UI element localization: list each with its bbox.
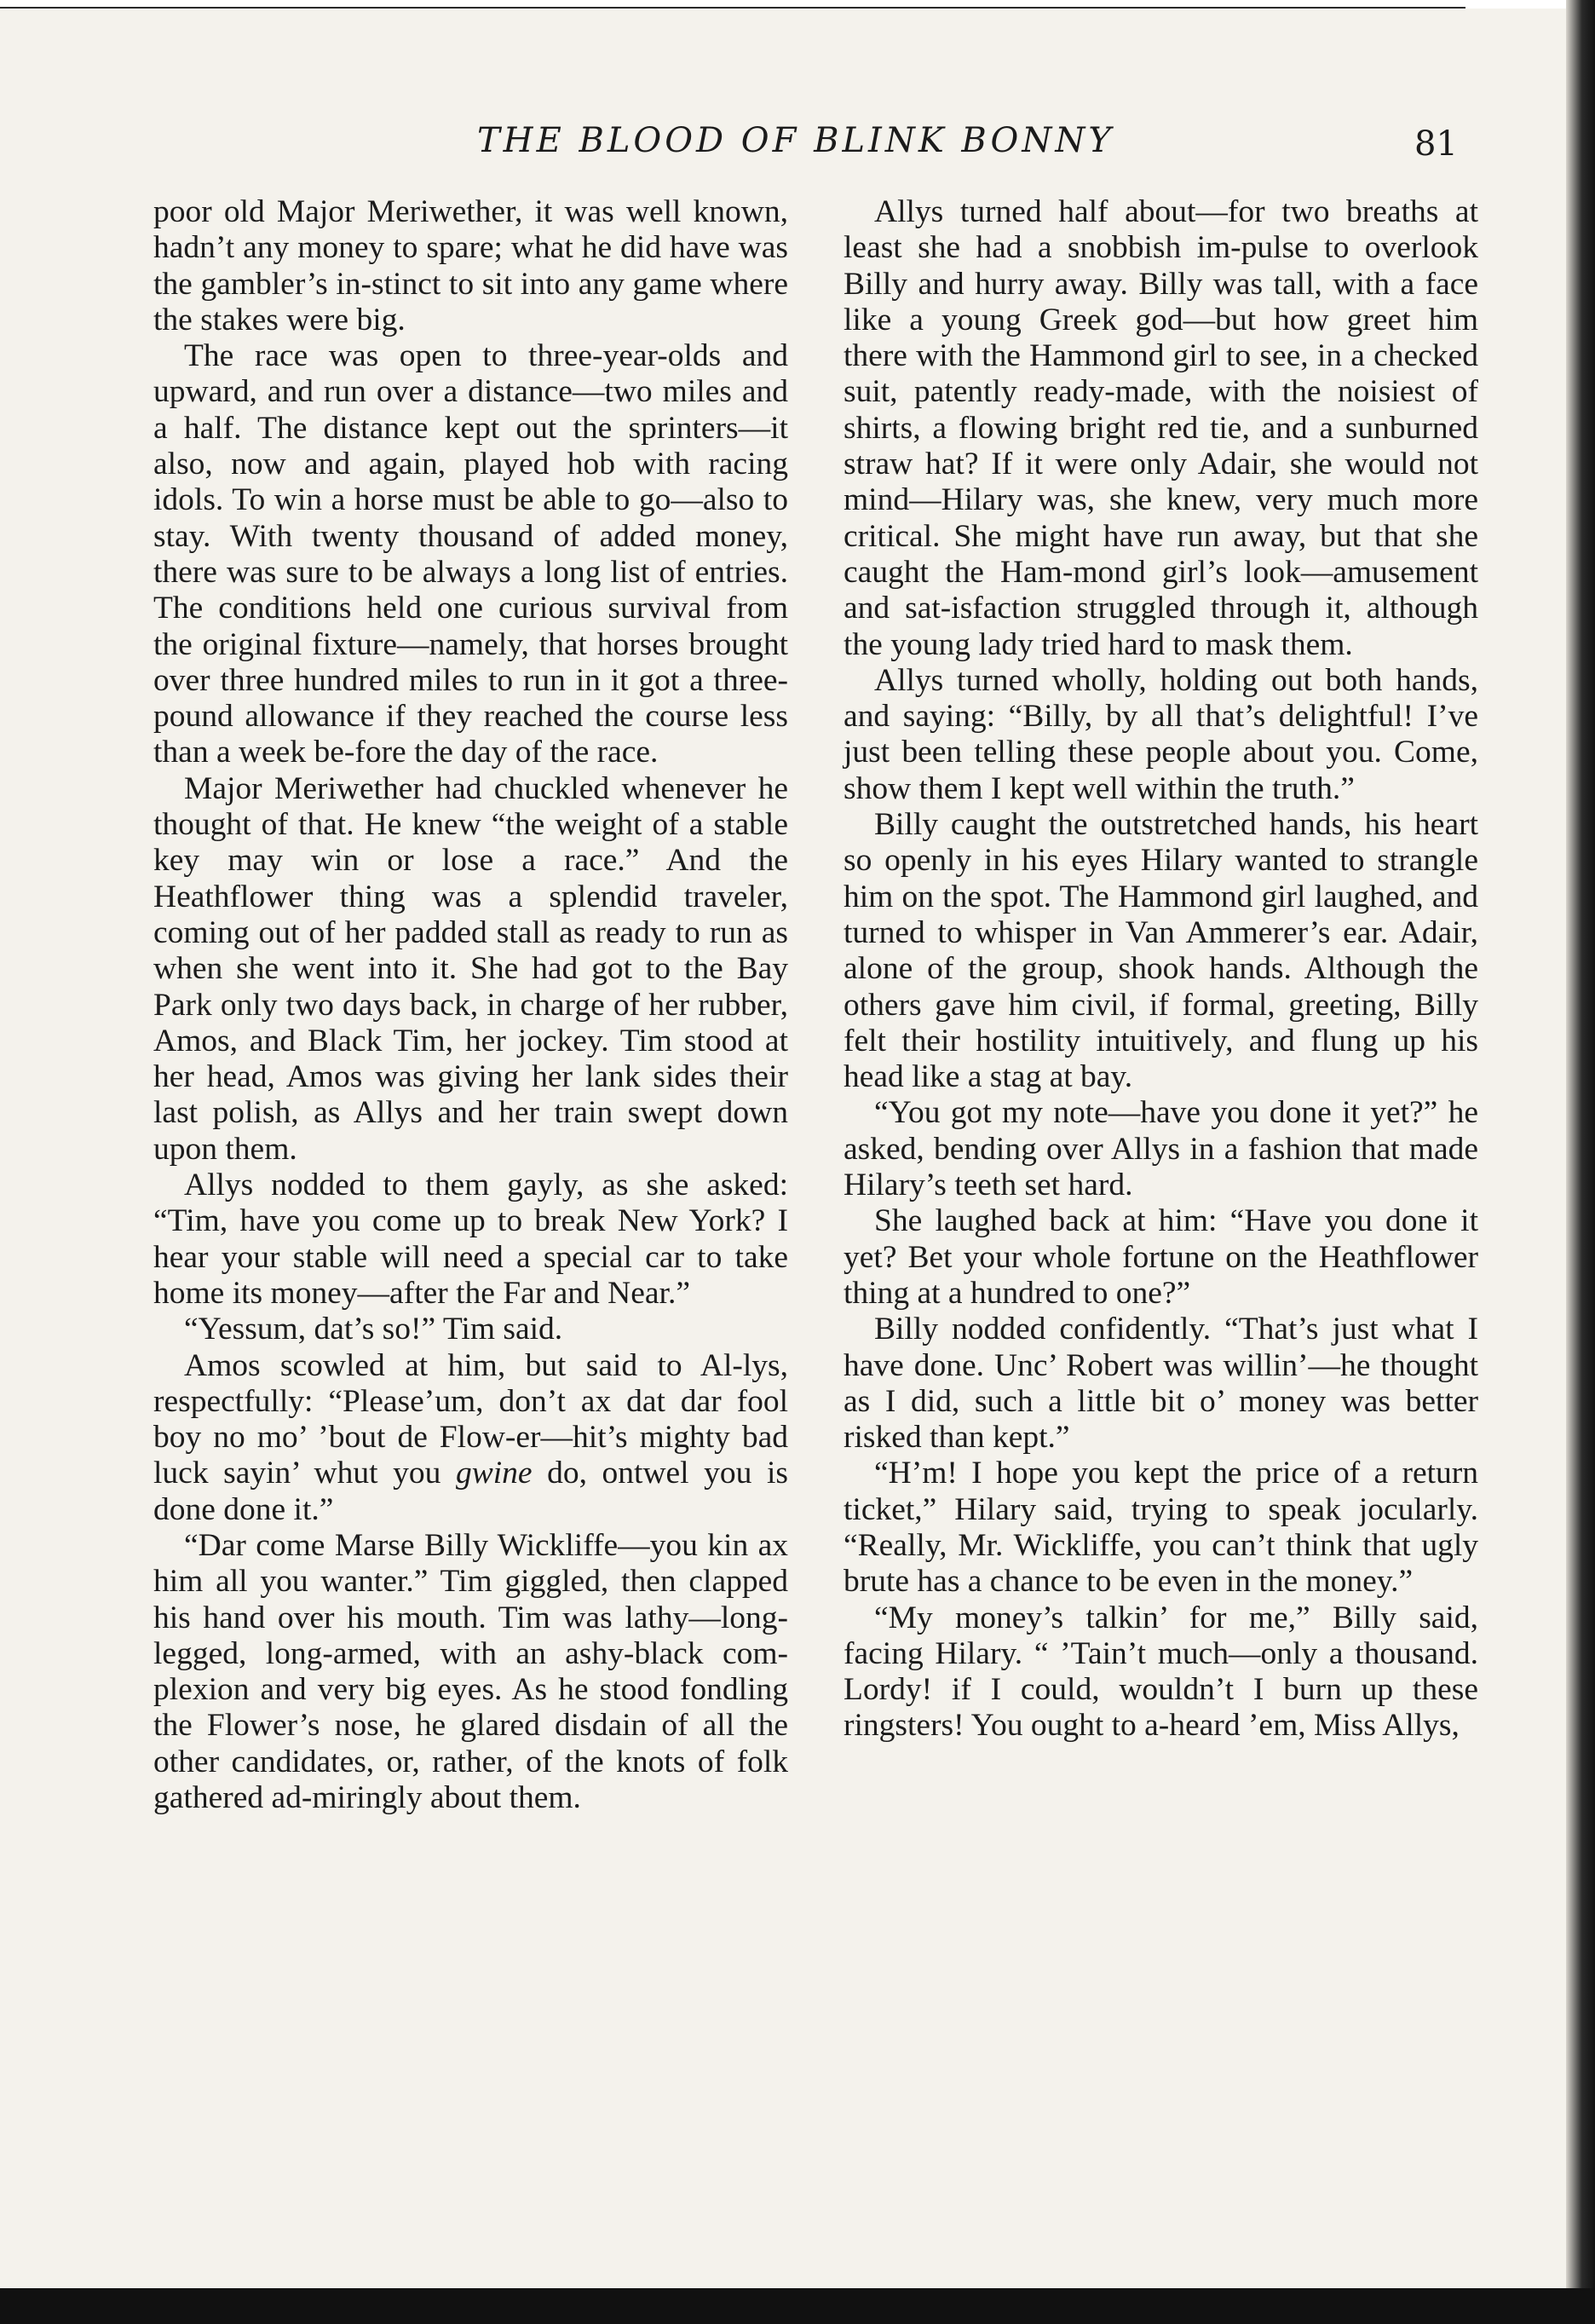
italic-word: gwine (455, 1456, 533, 1491)
paragraph: “Yessum, dat’s so!” Tim said. (184, 1312, 563, 1347)
paragraph: Major Meriwether had chuckled whenever he thought of that. He knew “the weight of a stable key may win or lose a race.” And the Heathflower thing was a splendid traveler, coming out of her padded stall as ready to run as when she went into it. She had got to the Bay Park only two days back, in charge of her rubber, Amos, and Black Tim, her jockey. Tim stood at her head, Amos was giving her lank sides their last polish, as Allys and her train swept down upon them. (153, 770, 788, 1167)
paragraph: Allys turned half about—for two breaths at least she had a snobbish im-pulse to overlook Billy and hurry away. Billy was tall, with a face like a young Greek god—but how greet him there with the Hammond girl to see, in a checked suit, patently ready-made, with the noisiest of shirts, a flowing bright red tie, and a sunburned straw hat? If it were only Adair, she would not mind—Hilary was, she knew, very much more critical. She might have run away, but that she caught the Ham-mond girl’s look—amusement and sat-isfaction struggled through it, although the young lady tried hard to mask them. (844, 194, 1478, 662)
running-title: THE BLOOD OF BLINK BONNY (477, 121, 1114, 160)
page-header (0, 121, 1595, 172)
paragraph: Allys turned wholly, holding out both hands, and saying: “Billy, by all that’s delightful! I’ve just been telling these people about you. Come, show them I kept well within the truth.” (844, 662, 1478, 806)
paragraph (153, 1348, 788, 1528)
paragraph: poor old Major Meriwether, it was well known, hadn’t any money to spare; what he did have was the gambler’s in-stinct to sit into any game where the stakes were big. (153, 194, 788, 337)
paragraph: The race was open to three-year-olds and upward, and run over a distance—two miles and a half. The distance kept out the sprinters—it also, now and again, played hob with racing idols. To win a horse must be able to go—also to stay. With twenty thousand of added money, there was sure to be always a long list of entries. The conditions held one curious survival from the original fixture—namely, that horses brought over three hundred miles to run in it got a three-pound allowance if they reached the course less than a week be-fore the day of the race. (153, 338, 788, 770)
right-text-column (844, 194, 1478, 2197)
paragraph: Billy nodded confidently. “That’s just what I have done. Unc’ Robert was willin’—he thought as I did, such a little bit o’ money was better risked than kept.” (844, 1312, 1478, 1456)
paragraph: Allys nodded to them gayly, as she asked: “Tim, have you come up to break New York? I hear your stable will need a special car to take home its money—after the Far and Near.” (153, 1168, 788, 1311)
paragraph: “My money’s talkin’ for me,” Billy said, facing Hilary. “ ’Tain’t much—only a thousand. Lordy! if I could, wouldn’t I burn up these ringsters! You ought to a-heard ’em, Miss Allys, (844, 1600, 1478, 1744)
scan-top-edge-line (0, 7, 1465, 9)
scan-bottom-edge-shadow (0, 2288, 1595, 2324)
paragraph-text: do, ontwel you is done done it.” (153, 1456, 788, 1527)
left-text-column (153, 194, 788, 2197)
page-number: 81 (1414, 124, 1458, 164)
paragraph-text: Amos scowled at him, but said to Al-lys, respectfully: “Please’um, don’t ax dat dar fool boy no mo’ ’bout de Flow-er—hit’s mighty bad luck sayin’ whut you (153, 1347, 788, 1491)
paragraph: “Dar come Marse Billy Wickliffe—you kin ax him all you wanter.” Tim giggled, then clapped his hand over his mouth. Tim was lathy—long-legged, long-armed, with an ashy-black com-plexion and very big eyes. As he stood fondling the Flower’s nose, he glared disdain of all the other candidates, or, rather, of the knots of folk gathered ad-miringly about them. (153, 1527, 788, 1816)
paragraph: “H’m! I hope you kept the price of a return ticket,” Hilary said, trying to speak jocularly. “Really, Mr. Wickliffe, you can’t think that ugly brute has a chance to be even in the money.” (844, 1456, 1478, 1600)
paragraph: She laughed back at him: “Have you done it yet? Bet your whole fortune on the Heathflower thing at a hundred to one?” (844, 1203, 1478, 1311)
paragraph: “You got my note—have you done it yet?” he asked, bending over Allys in a fashion that made Hilary’s teeth set hard. (844, 1095, 1478, 1203)
paragraph: Billy caught the outstretched hands, his heart so openly in his eyes Hilary wanted to strangle him on the spot. The Hammond girl laughed, and turned to whisper in Van Ammerer’s ear. Adair, alone of the group, shook hands. Although the others gave him civil, if formal, greeting, Billy felt their hostility intuitively, and flung up his head like a stag at bay. (844, 807, 1478, 1095)
scan-right-edge-shadow (1566, 0, 1595, 2324)
